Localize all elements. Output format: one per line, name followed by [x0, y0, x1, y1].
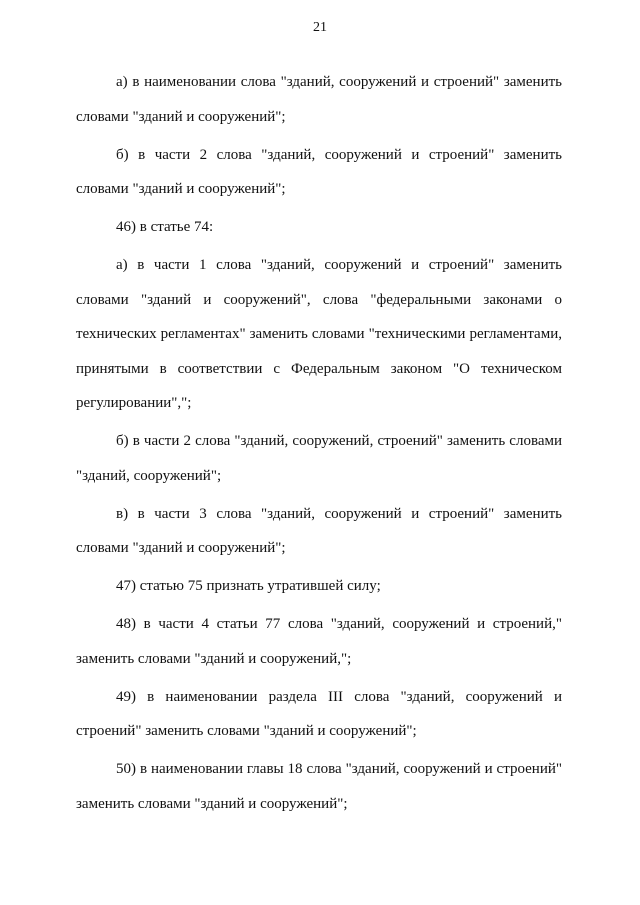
paragraph-item-46-a: а) в части 1 слова "зданий, сооружений и строений" заменить словами "зданий и сооружений", слова "федеральными законами о технических регламентах" заменить словами "техническими регламентами, принятыми в соответствии с Федеральным законом "О техническом регулировании","; — [76, 257, 562, 411]
document-body — [76, 65, 562, 825]
paragraph-item-46: 46) в статье 74: — [116, 219, 214, 235]
paragraph-item-49: 49) в наименовании раздела III слова "зданий, сооружений и строений" заменить словами "зданий и сооружений"; — [76, 688, 562, 739]
paragraph-amendment-a-title: а) в наименовании слова "зданий, сооружений и строений" заменить словами "зданий и сооружений"; — [76, 74, 562, 125]
paragraph-item-50: 50) в наименовании главы 18 слова "зданий, сооружений и строений" заменить словами "зданий и сооружений"; — [76, 761, 562, 812]
page-number: 21 — [313, 20, 327, 35]
paragraph-item-47: 47) статью 75 признать утратившей силу; — [116, 578, 381, 594]
paragraph-item-46-b: б) в части 2 слова "зданий, сооружений, строений" заменить словами "зданий, сооружений"; — [76, 433, 562, 484]
paragraph-amendment-b-part2: б) в части 2 слова "зданий, сооружений и строений" заменить словами "зданий и сооружений"; — [76, 146, 562, 197]
paragraph-item-48: 48) в части 4 статьи 77 слова "зданий, сооружений и строений," заменить словами "зданий и сооружений,"; — [76, 616, 562, 667]
paragraph-item-46-v: в) в части 3 слова "зданий, сооружений и строений" заменить словами "зданий и сооружений"; — [76, 505, 562, 556]
